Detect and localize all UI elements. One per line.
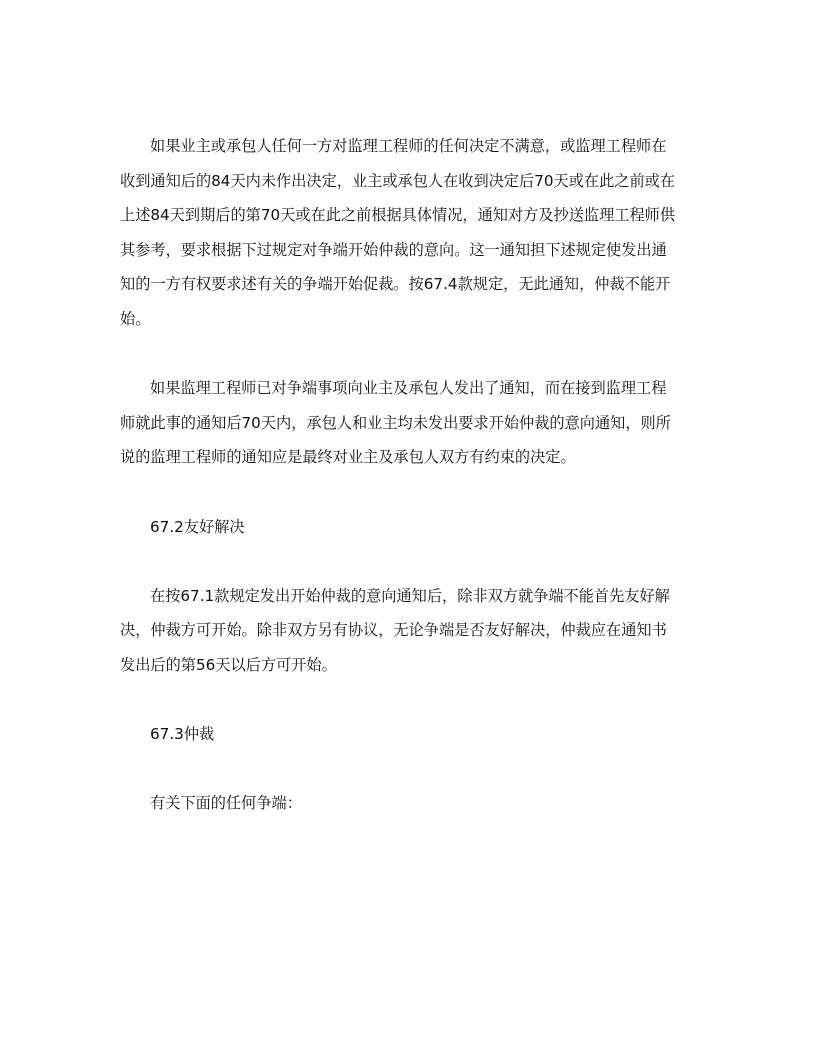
paragraph-gap (120, 752, 700, 787)
paragraph-any-dispute (120, 786, 700, 821)
text-line: 如果监理工程师已对争端事项向业主及承包人发出了通知，而在接到监理工程 (150, 379, 667, 398)
text-line: 上述84天到期后的第70天或在此之前根据具体情况，通知对方及抄送监理工程师供 (120, 206, 676, 225)
text-line: 如果业主或承包人任何一方对监理工程师的任何决定不满意，或监理工程师在 (150, 137, 667, 155)
text-line: 在按67.1款规定发出开始仲裁的意向通知后，除非双方就争端不能首先友好解 (150, 586, 670, 605)
paragraph-amicable-settlement (120, 579, 700, 683)
section-heading-arbitration (120, 717, 700, 752)
text-line: 收到通知后的84天内未作出决定，业主或承包人在收到决定后70天或在此之前或在 (120, 171, 676, 190)
text-line: 师就此事的通知后70天内，承包人和业主均未发出要求开始仲裁的意向通知，则所 (120, 413, 671, 432)
paragraph-gap (120, 683, 700, 718)
text-line: 其参考，要求根据下过规定对争端开始仲裁的意向。这一通知担下述规定使发出通 (120, 240, 667, 259)
text-line: 知的一方有权要求述有关的争端开始促裁。按67.4款规定，无此通知，仲裁不能开 (120, 275, 671, 294)
heading-text: 67.3仲裁 (150, 725, 215, 744)
text-line: 决，仲裁方可开始。除非双方另有协议，无论争端是否友好解决，仲裁应在通知书 (120, 621, 667, 640)
paragraph-engineer-decision (120, 371, 700, 475)
text-line: 有关下面的任何争端： (150, 794, 302, 813)
text-line: 说的监理工程师的通知应是最终对业主及承包人双方有约束的决定。 (120, 448, 576, 467)
heading-text: 67.2友好解决 (150, 517, 245, 536)
text-line: 发出后的第56天以后方可开始。 (120, 655, 337, 674)
paragraph-arbitration-notice (120, 129, 700, 337)
text-line: 始。 (120, 309, 151, 328)
paragraph-gap (120, 544, 700, 579)
paragraph-gap (120, 337, 700, 372)
document-body (120, 129, 700, 821)
paragraph-gap (120, 475, 700, 510)
section-heading-amicable-settlement (120, 510, 700, 545)
